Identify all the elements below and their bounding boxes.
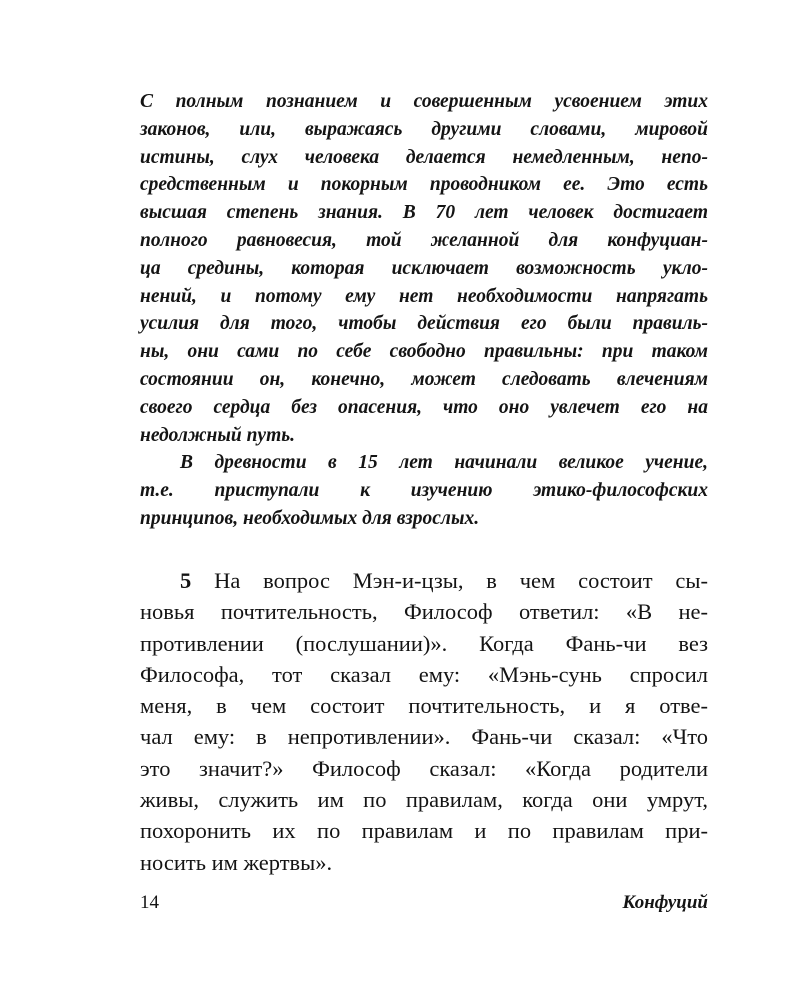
section-line: Философа, тот сказал ему: «Мэнь-сунь спросил [140,661,708,687]
section-line: чал ему: в непротивлении». Фань-чи сказал: «Что [140,724,708,750]
commentary-line: законов, или, выражаясь другими словами, мировой [140,118,708,140]
section-line: живы, служить им по правилам, когда они умрут, [140,787,708,813]
section-first-line-text: На вопрос Мэн-и-цзы, в чем состоит сы- [191,568,708,593]
commentary-line: нений, и потому ему нет необходимости напрягать [140,285,708,307]
commentary-line: недолжный путь. [140,424,296,446]
commentary-line: ны, они сами по себе свободно правильны: при таком [140,341,708,363]
commentary-line: средственным и покорным проводником ее. Это есть [140,174,708,196]
page-number: 14 [140,892,159,913]
commentary-line: ца средины, которая исключает возможность укло- [140,257,708,279]
commentary-line: состоянии он, конечно, может следовать влечениям [140,368,708,390]
commentary-line: принципов, необходимых для взрослых. [140,507,480,529]
section-number: 5 [180,568,192,593]
section-line: меня, в чем состоит почтительность, и я отве- [140,693,708,719]
commentary-line: истины, слух человека делается немедленным, непо- [140,146,708,168]
commentary-line: своего сердца без опасения, что оно увлечет его на [140,396,708,418]
section-line: носить им жертвы». [140,849,333,875]
commentary-line: С полным познанием и совершенным усвоением этих [140,91,708,112]
commentary-line: усилия для того, чтобы действия его были правиль- [140,313,708,335]
commentary-line: В древности в 15 лет начинали великое учение, [180,452,708,474]
section-first-line [140,565,708,596]
section-line: это значит?» Философ сказал: «Когда родители [140,755,708,781]
commentary-block [140,88,708,533]
section-line: противлении (послушании)». Когда Фань-чи вез [140,630,708,656]
section-5-text [140,565,708,878]
commentary-line: высшая степень знания. В 70 лет человек достигает [140,202,708,224]
commentary-line: т.е. приступали к изучению этико-философских [140,480,708,502]
running-head: Конфуций [622,892,708,913]
commentary-line: полного равновесия, той желанной для конфуциан- [140,229,708,251]
section-line: новья почтительность, Философ ответил: «В не- [140,599,708,625]
section-line: похоронить их по правилам и по правилам при- [140,818,708,844]
